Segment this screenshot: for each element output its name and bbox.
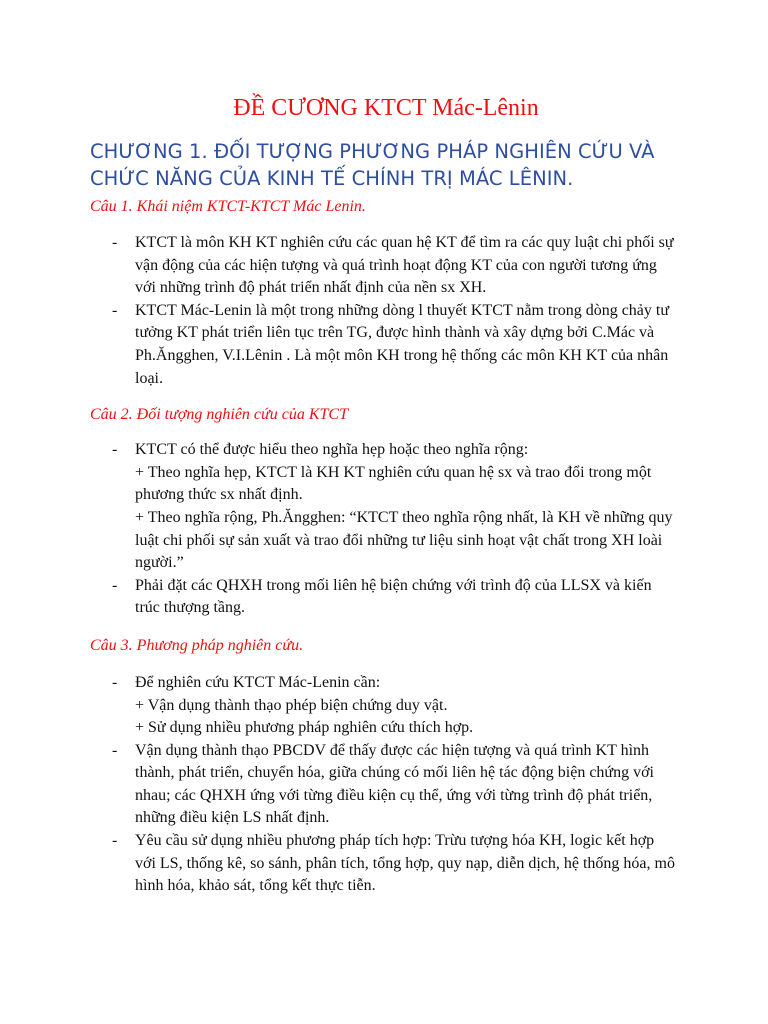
sub-item-text: + Theo nghĩa rộng, Ph.Ăngghen: “KTCT theo nghĩa rộng nhất, là KH về những quy luật chi phối sự sản xuất và trao đổi những tư liệu sinh hoạt vật chất trong XH loài người.” [135, 508, 673, 572]
list-item [90, 740, 676, 830]
bullet-dash: - [112, 301, 118, 319]
list-item-text: KTCT là môn KH KT nghiên cứu các quan hệ KT để tìm ra các quy luật chi phối sự vận động của các hiện tượng và quá trình hoạt động KT của con người tương ứng với những trình độ phát triển nhất định của nền sx XH. [135, 234, 674, 297]
section-heading-2: Câu 2. Đối tượng nghiên cứu của KTCT [90, 406, 348, 424]
bullet-dash: - [112, 832, 118, 850]
list-item [90, 575, 676, 620]
section-heading-1: Câu 1. Khái niệm KTCT-KTCT Mác Lenin. [90, 198, 366, 215]
list-item [90, 439, 676, 575]
bullet-dash: - [112, 673, 118, 691]
list-item [90, 830, 676, 898]
list-item-text: Phải đặt các QHXH trong mối liên hệ biện chứng với trình độ của LLSX và kiến trúc thượng tầng. [135, 576, 652, 617]
bullet-dash: - [112, 234, 118, 251]
sub-item-text: + Theo nghĩa hẹp, KTCT là KH KT nghiên cứu quan hệ sx và trao đổi trong một phương thức sx nhất định. [135, 463, 652, 504]
section-heading-3: Câu 3. Phương pháp nghiên cứu. [90, 636, 304, 654]
list-item-text: Để nghiên cứu KTCT Mác-Lenin cần: [135, 673, 381, 691]
document-title: ĐỀ CƯƠNG KTCT Mác-Lênin [233, 95, 539, 121]
bullet-dash: - [112, 741, 118, 759]
chapter-title: CHƯƠNG 1. ĐỐI TƯỢNG PHƯƠNG PHÁP NGHIÊN CỨU VÀ CHỨC NĂNG CỦA KINH TẾ CHÍNH TRỊ MÁC LÊNIN. [90, 140, 655, 190]
sub-item-text: + Vận dụng thành thạo phép biện chứng duy vật. [135, 696, 448, 714]
list-item [90, 672, 676, 740]
bullet-dash: - [112, 441, 118, 459]
list-item-text: Vận dụng thành thạo PBCDV để thấy được các hiện tượng và quá trình KT hình thành, phát triển, chuyển hóa, giữa chúng có mối liên hệ tác động biện chứng với nhau; các QHXH ứng với từng điều kiện cụ thể, ứng với từng trình độ phát triển, những điều kiện LS nhất định. [135, 741, 654, 827]
list-item-text: KTCT Mác-Lenin là một trong những dòng l thuyết KTCT nằm trong dòng chảy tư tưởng KT phát triển liên tục trên TG, được hình thành và xây dựng bởi C.Mác và Ph.Ăngghen, V.I.Lênin . Là một môn KH trong hệ thống các môn KH KT của nhân loại. [135, 301, 670, 387]
list-item-text: KTCT có thể được hiểu theo nghĩa hẹp hoặc theo nghĩa rộng: [135, 441, 529, 459]
list-item [90, 232, 676, 300]
section-1-list [90, 232, 676, 390]
section-2-list [90, 439, 676, 620]
list-item-text: Yêu cầu sử dụng nhiều phương pháp tích hợp: Trừu tượng hóa KH, logic kết hợp với LS, thống kê, so sánh, phân tích, tổng hợp, quy nạp, diễn dịch, hệ thống hóa, mô hình hóa, khảo sát, tổng kết thực tiễn. [135, 832, 675, 895]
bullet-dash: - [112, 576, 118, 594]
sub-item-text: + Sử dụng nhiều phương pháp nghiên cứu thích hợp. [135, 719, 474, 737]
list-item [90, 300, 676, 390]
section-3-list [90, 672, 676, 898]
